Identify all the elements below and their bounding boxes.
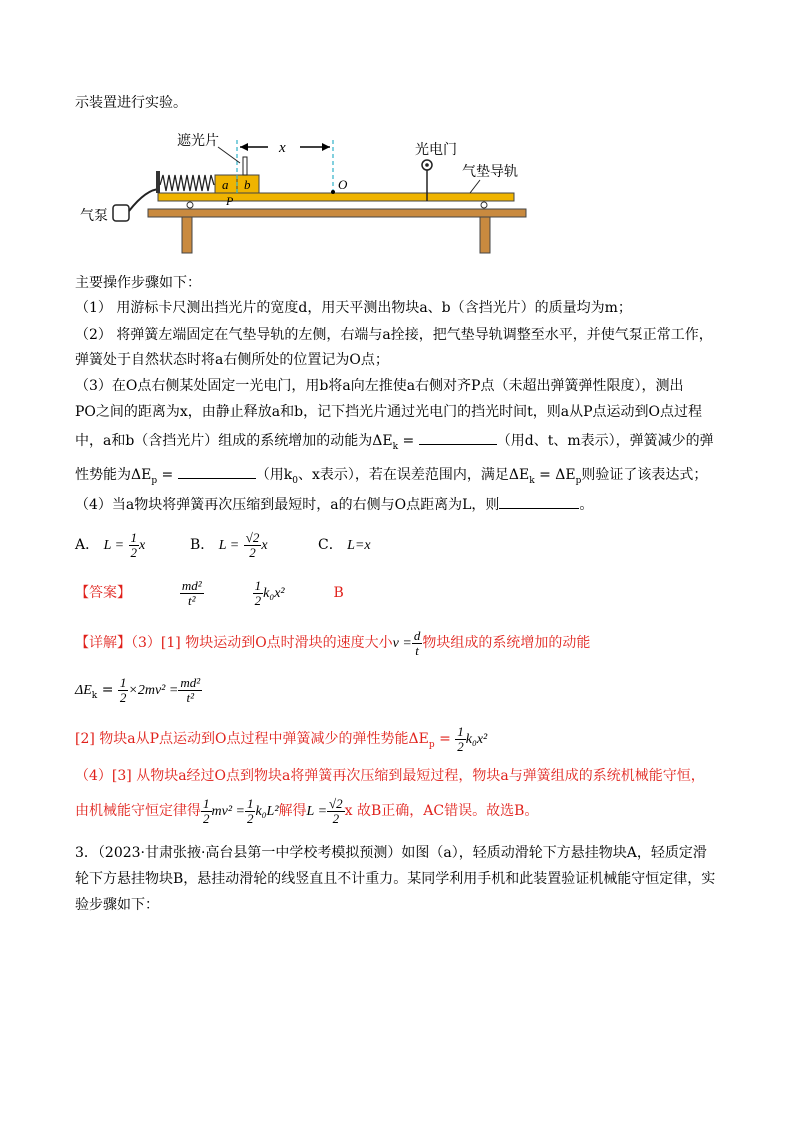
air-track-rail [158,193,514,201]
option-b[interactable]: B． L = $\frac{√2}{2}$ x [190,529,268,560]
question-3-line2: 轮下方悬挂物块B，悬挂动滑轮的线竖直且不计重力。某同学利用手机和此装置验证机械能守恒定律，实 [75,871,716,887]
photogate-label: 光电门 [415,142,457,158]
step-3-line2: PO之间的距离为x，由静止释放a和b，记下挡光片通过光电门的挡光时间t，则a从P点运动到O点过程 [75,404,702,420]
pump-label: 气泵 [80,208,108,224]
rail-label: 气垫导轨 [462,164,518,180]
table-leg-left [182,217,192,253]
step-3-line1: （3）在O点右侧某处固定一光电门，用b将a向左推使a右侧对齐P点（未超出弹簧弹性限度），测出 [75,378,684,394]
answer-line: 【答案】 $\frac{\text{md²}}{\text{t²}}$ $\frac{1}{2}$ k₀x² B [75,577,344,608]
intro-text: 示装置进行实验。 [75,95,187,111]
table-top [148,209,526,217]
point-O [331,190,335,194]
step-2-line2: 弹簧处于自然状态时将a右侧所处的位置记为O点； [75,352,389,368]
detail-line5: 由机械能守恒定律得 $\frac{1}{2}$ mv² = $\frac{1}{2}$ k₀L²解得L = $\frac{√2}{2}$ x 故B正确，AC错误。故选B。 [75,795,539,826]
svg-text:b: b [244,177,251,192]
question-3-line3: 验步骤如下： [75,897,159,913]
question-3-line1: 3．（2023·甘肃张掖·高台县第一中学校考模拟预测）如图（a），轻质动滑轮下方悬挂物块A，轻质定滑 [75,845,707,861]
step-1: （1） 用游标卡尺测出挡光片的宽度d，用天平测出物块a、b（含挡光片）的质量均为m； [75,300,632,316]
steps-title: 主要操作步骤如下： [75,275,201,291]
step-3-line3: 中，a和b（含挡光片）组成的系统增加的动能为$\Delta E_k$ = （用d、t、m表示），弹簧减少的弹 [75,430,714,457]
spring-icon [160,175,214,191]
x-label: x [279,140,286,156]
pump-icon [113,205,129,221]
option-a[interactable]: A． L = $\frac{1}{2}$ x [75,529,146,560]
air-track-diagram [80,125,540,260]
step-2-line1: （2） 将弹簧左端固定在气垫导轨的左侧，右端与a拴接，把气垫导轨调整至水平，并使气泵正常工作， [75,327,713,343]
step-4: （4）当a物块将弹簧再次压缩到最短时，a的右侧与O点距离为L，则 。 [75,494,593,515]
detail-line3: [2] 物块a从P点运动到O点过程中弹簧减少的弹性势能$\Delta E_p$ = $\frac{1}{2}$ k₀x² [75,723,488,754]
svg-text:a: a [222,177,229,192]
answer-blank-ep[interactable] [178,464,256,479]
answer-blank-ek[interactable] [419,430,497,445]
detail-line4: （4）[3] 从物块a经过O点到物块a将弹簧再次压缩到最短过程，物块a与弹簧组成的系统机械能守恒， [75,768,705,784]
answer-blank-L[interactable] [499,494,579,509]
shade-strip [243,157,247,175]
detail-line1: 【详解】（3）[1] 物块运动到O点时滑块的速度大小v = $\frac{d}{t}$ 物块组成的系统增加的动能 [75,627,591,658]
table-leg-right [480,217,490,253]
detail-line2: $\Delta E_k$ = $\frac{1}{2}$ ×2mv² = $\frac{\text{md²}}{\text{t²}}$ [75,674,201,705]
svg-text:P: P [226,194,234,208]
shade-label: 遮光片 [177,133,219,149]
option-c[interactable]: C． L=x [318,537,371,553]
step-3-line4: 性势能为$\Delta E_p$ = （用$k_0$、x表示），若在误差范围内，满足$\Delta E_k = \Delta E_p$则验证了该表达式； [75,464,707,491]
svg-text:O: O [338,177,348,192]
answer-label: 【答案】 [75,585,131,601]
